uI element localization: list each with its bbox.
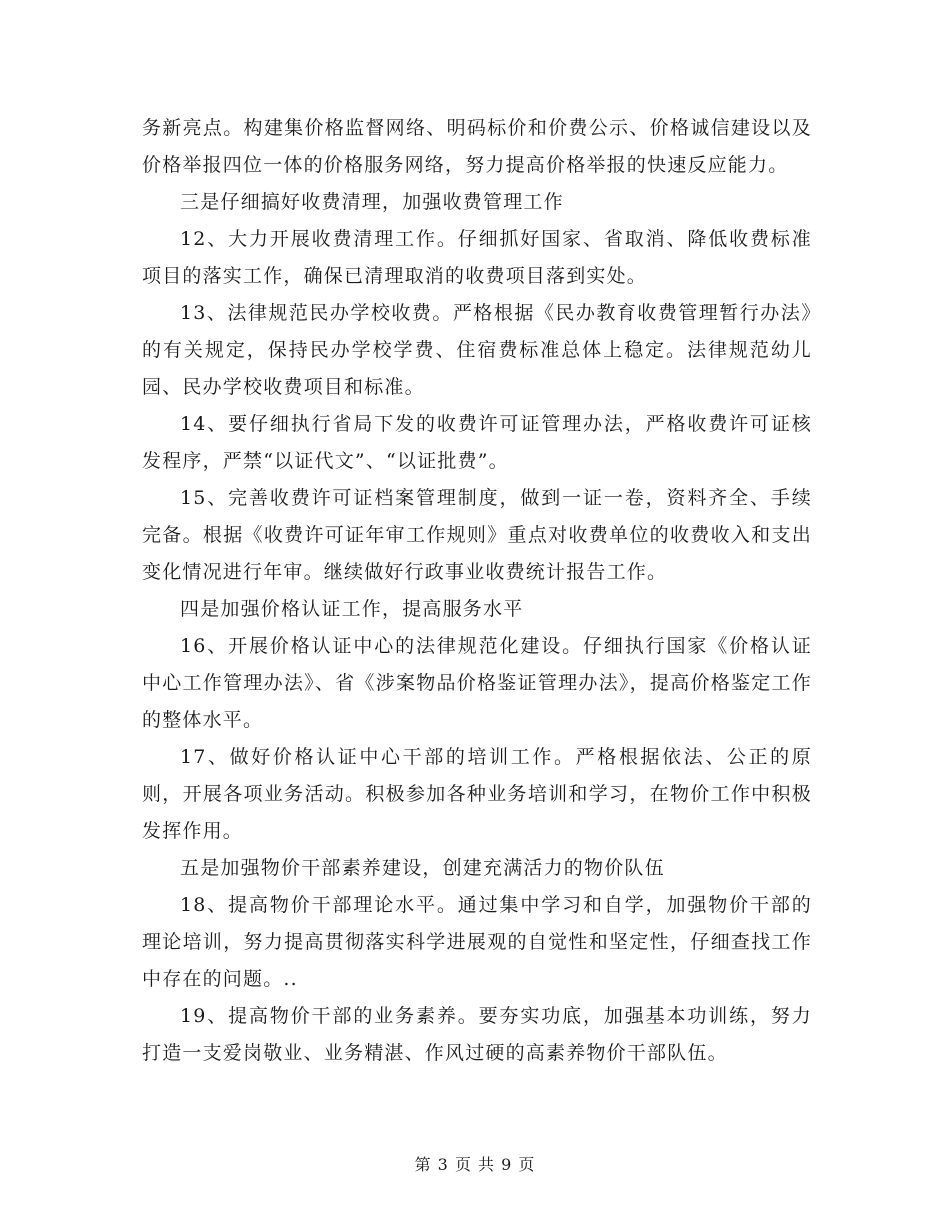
section-heading-4: 四是加强价格认证工作，提高服务水平 xyxy=(180,598,524,620)
paragraph-item-13: 13、法律规范民办学校收费。严格根据《民办教育收费管理暂行办法》的有关规定，保持民办学校学费、住宿费标准总体上稳定。法律规范幼儿园、民办学校收费项目和标准。 xyxy=(142,302,812,398)
section-heading-5: 五是加强物价干部素养建设，创建充满活力的物价队伍 xyxy=(180,857,665,879)
paragraph-item-12: 12、大力开展收费清理工作。仔细抓好国家、省取消、降低收费标准项目的落实工作，确保已清理取消的收费项目落到实处。 xyxy=(142,228,812,287)
paragraph-item-15: 15、完善收费许可证档案管理制度，做到一证一卷，资料齐全、手续完备。根据《收费许可证年审工作规则》重点对收费单位的收费收入和支出变化情况进行年审。继续做好行政事业收费统计报告工作。 xyxy=(142,487,812,583)
paragraph-item-19: 19、提高物价干部的业务素养。要夯实功底，加强基本功训练，努力打造一支爱岗敬业、业务精湛、作风过硬的高素养物价干部队伍。 xyxy=(142,1005,812,1064)
document-body xyxy=(142,110,812,1072)
paragraph-continuation: 务新亮点。构建集价格监督网络、明码标价和价费公示、价格诚信建设以及价格举报四位一体的价格服务网络，努力提高价格举报的快速反应能力。 xyxy=(142,117,812,176)
paragraph-item-17: 17、做好价格认证中心干部的培训工作。严格根据依法、公正的原则，开展各项业务活动。积极参加各种业务培训和学习，在物价工作中积极发挥作用。 xyxy=(142,746,812,842)
paragraph-item-16: 16、开展价格认证中心的法律规范化建设。仔细执行国家《价格认证中心工作管理办法》、省《涉案物品价格鉴证管理办法》，提高价格鉴定工作的整体水平。 xyxy=(142,635,812,731)
paragraph-item-18: 18、提高物价干部理论水平。通过集中学习和自学，加强物价干部的理论培训，努力提高贯彻落实科学进展观的自觉性和坚定性，仔细查找工作中存在的问题。.. xyxy=(142,894,812,990)
section-heading-3: 三是仔细搞好收费清理，加强收费管理工作 xyxy=(180,191,564,213)
paragraph-item-14: 14、要仔细执行省局下发的收费许可证管理办法，严格收费许可证核发程序，严禁“以证代文”、“以证批费”。 xyxy=(142,413,812,472)
page-footer: 第 3 页 共 9 页 xyxy=(414,1155,536,1174)
